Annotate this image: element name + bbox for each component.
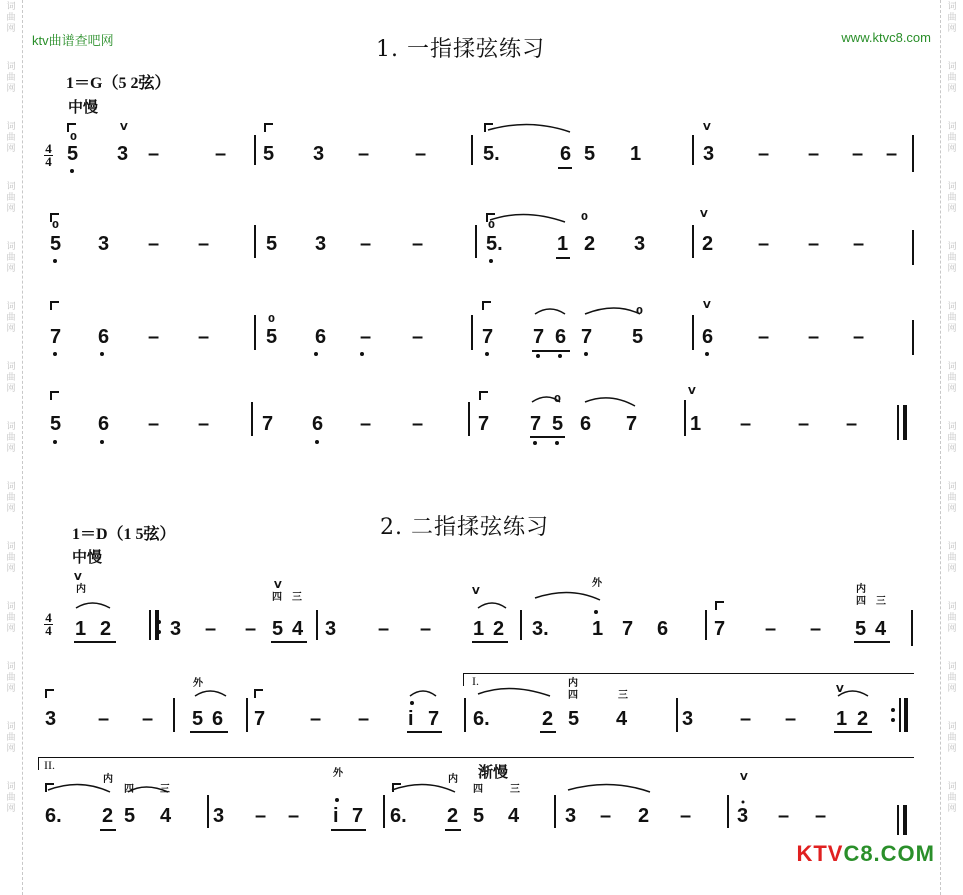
svg-text:四: 四 [473, 784, 483, 795]
watermark-glyph: 词 [6, 662, 16, 672]
svg-text:1: 1 [630, 143, 642, 165]
svg-text:3: 3 [117, 143, 129, 165]
svg-text:–: – [765, 618, 777, 640]
watermark-glyph: 曲 [6, 13, 16, 23]
watermark-glyph: 曲 [6, 193, 16, 203]
svg-text:3: 3 [45, 708, 57, 730]
watermark-glyph: 网 [947, 804, 957, 814]
svg-text:V: V [274, 580, 282, 591]
svg-text:V: V [703, 122, 711, 133]
svg-text:四: 四 [124, 784, 134, 795]
site-url-right: www.ktvc8.com [841, 30, 931, 45]
svg-text:7: 7 [714, 618, 726, 640]
watermark-glyph: 网 [6, 264, 16, 274]
watermark-glyph: 词 [6, 782, 16, 792]
svg-text:5: 5 [266, 326, 278, 348]
svg-text:–: – [758, 326, 770, 348]
watermark-glyph: 网 [947, 624, 957, 634]
svg-text:5.: 5. [483, 143, 500, 165]
watermark-glyph: 网 [947, 264, 957, 274]
svg-text:3: 3 [213, 805, 225, 827]
svg-text:四: 四 [568, 690, 578, 701]
watermark-glyph: 网 [6, 624, 16, 634]
svg-text:–: – [358, 708, 370, 730]
svg-text:–: – [255, 805, 267, 827]
svg-text:V: V [740, 772, 748, 783]
watermark-glyph: 网 [6, 444, 16, 454]
watermark-glyph: 网 [6, 504, 16, 514]
svg-text:5: 5 [855, 618, 867, 640]
watermark-glyph: 曲 [6, 133, 16, 143]
svg-text:7: 7 [581, 326, 593, 348]
svg-text:7: 7 [50, 326, 62, 348]
svg-text:7: 7 [428, 708, 440, 730]
svg-text:6.: 6. [390, 805, 407, 827]
svg-text:–: – [148, 143, 160, 165]
svg-text:6: 6 [98, 413, 110, 435]
svg-text:1: 1 [836, 708, 848, 730]
svg-text:7: 7 [530, 413, 542, 435]
svg-text:2: 2 [447, 805, 459, 827]
svg-text:外: 外 [333, 768, 343, 779]
svg-text:7: 7 [478, 413, 490, 435]
svg-text:–: – [358, 143, 370, 165]
svg-text:外: 外 [193, 678, 203, 689]
svg-text:7: 7 [262, 413, 274, 435]
watermark-glyph: 词 [6, 602, 16, 612]
watermark-glyph: 曲 [6, 373, 16, 383]
svg-text:7: 7 [626, 413, 638, 435]
svg-text:6: 6 [98, 326, 110, 348]
svg-text:–: – [360, 233, 372, 255]
watermark-glyph: 词 [6, 182, 16, 192]
svg-text:–: – [412, 413, 424, 435]
svg-text:5: 5 [192, 708, 204, 730]
svg-text:2: 2 [857, 708, 869, 730]
svg-text:5: 5 [552, 413, 564, 435]
svg-text:3: 3 [315, 233, 327, 255]
svg-text:–: – [808, 233, 820, 255]
watermark-glyph: 词 [947, 722, 957, 732]
svg-text:内: 内 [856, 584, 866, 595]
watermark-glyph: 网 [947, 384, 957, 394]
watermark-glyph: 曲 [947, 613, 957, 623]
svg-text:5: 5 [473, 805, 485, 827]
svg-text:–: – [846, 413, 858, 435]
svg-text:3: 3 [703, 143, 715, 165]
watermark-glyph: 词 [6, 542, 16, 552]
svg-text:5: 5 [584, 143, 596, 165]
left-watermark-strip [0, 0, 23, 895]
right-watermark-strip [940, 0, 963, 895]
svg-text:4: 4 [508, 805, 520, 827]
svg-text:–: – [853, 326, 865, 348]
svg-text:–: – [758, 143, 770, 165]
watermark-glyph: 网 [6, 684, 16, 694]
svg-text:5: 5 [50, 413, 62, 435]
svg-text:–: – [310, 708, 322, 730]
svg-text:–: – [378, 618, 390, 640]
svg-text:–: – [785, 708, 797, 730]
watermark-glyph: 曲 [6, 253, 16, 263]
svg-text:3: 3 [98, 233, 110, 255]
watermark-glyph: 词 [947, 62, 957, 72]
volta-second-label: II. [44, 758, 55, 772]
svg-text:–: – [810, 618, 822, 640]
watermark-glyph: 曲 [6, 73, 16, 83]
svg-text:3: 3 [325, 618, 337, 640]
watermark-glyph: 网 [947, 564, 957, 574]
exercise1-time-signature: 4 4 [45, 141, 52, 169]
svg-text:–: – [98, 708, 110, 730]
svg-text:3: 3 [634, 233, 646, 255]
watermark-glyph: 曲 [947, 313, 957, 323]
watermark-glyph: 词 [947, 602, 957, 612]
svg-text:5: 5 [272, 618, 284, 640]
svg-text:1: 1 [75, 618, 87, 640]
svg-text:内: 内 [568, 678, 578, 689]
svg-text:–: – [815, 805, 827, 827]
svg-text:2: 2 [638, 805, 650, 827]
svg-text:–: – [808, 143, 820, 165]
watermark-glyph: 词 [947, 362, 957, 372]
watermark-glyph: 网 [6, 804, 16, 814]
svg-text:–: – [412, 326, 424, 348]
exercise1-key-signature: 1＝G（5 2弦） [66, 75, 171, 92]
watermark-glyph: 网 [947, 144, 957, 154]
svg-text:7: 7 [254, 708, 266, 730]
watermark-glyph: 曲 [947, 253, 957, 263]
svg-text:四: 四 [856, 596, 866, 607]
svg-text:1: 1 [473, 618, 485, 640]
svg-text:V: V [472, 586, 480, 597]
watermark-glyph: 词 [6, 722, 16, 732]
svg-text:–: – [412, 233, 424, 255]
watermark-glyph: 网 [6, 84, 16, 94]
svg-text:内: 内 [103, 774, 113, 785]
watermark-glyph: 网 [947, 744, 957, 754]
watermark-glyph: 曲 [6, 433, 16, 443]
svg-text:2: 2 [702, 233, 714, 255]
svg-text:–: – [415, 143, 427, 165]
svg-text:V: V [120, 122, 128, 133]
svg-text:–: – [740, 708, 752, 730]
watermark-glyph: 曲 [947, 733, 957, 743]
watermark-glyph: 词 [947, 782, 957, 792]
watermark-glyph: 词 [6, 62, 16, 72]
svg-text:2: 2 [100, 618, 112, 640]
svg-text:5: 5 [67, 143, 79, 165]
exercise2-notation [40, 570, 930, 850]
svg-text:3: 3 [737, 805, 749, 827]
svg-text:6: 6 [315, 326, 327, 348]
watermark-glyph: 曲 [947, 373, 957, 383]
svg-text:5: 5 [632, 326, 644, 348]
watermark-glyph: 网 [6, 204, 16, 214]
svg-text:4: 4 [616, 708, 628, 730]
volta-first-label: I. [472, 674, 479, 688]
watermark-glyph: 词 [6, 482, 16, 492]
watermark-glyph: 曲 [947, 493, 957, 503]
exercise1-title: 1. 一指揉弦练习 [376, 37, 545, 62]
watermark-glyph: 词 [6, 362, 16, 372]
svg-text:三: 三 [510, 784, 520, 795]
exercise2-key-signature: 1＝D（1 5弦） [72, 526, 176, 543]
svg-text:–: – [360, 413, 372, 435]
svg-text:7: 7 [533, 326, 545, 348]
svg-text:–: – [798, 413, 810, 435]
svg-text:外: 外 [592, 578, 602, 589]
watermark-glyph: 曲 [6, 313, 16, 323]
watermark-glyph: 网 [6, 24, 16, 34]
watermark-glyph: 曲 [6, 553, 16, 563]
watermark-glyph: 词 [947, 662, 957, 672]
svg-text:6: 6 [657, 618, 669, 640]
svg-text:5: 5 [266, 233, 278, 255]
watermark-glyph: 曲 [947, 673, 957, 683]
svg-text:–: – [740, 413, 752, 435]
site-logo: KTVC8.COM [796, 841, 935, 866]
svg-text:V: V [836, 684, 844, 695]
svg-text:三: 三 [292, 592, 302, 603]
ritardando-marking: 渐慢 [478, 763, 509, 781]
svg-text:1: 1 [690, 413, 702, 435]
svg-text:6: 6 [555, 326, 567, 348]
svg-text:4: 4 [875, 618, 887, 640]
svg-text:–: – [198, 413, 210, 435]
svg-text:V: V [74, 572, 82, 583]
svg-text:6: 6 [212, 708, 224, 730]
svg-text:–: – [360, 326, 372, 348]
svg-text:三: 三 [876, 596, 886, 607]
svg-text:–: – [420, 618, 432, 640]
watermark-glyph: 曲 [947, 793, 957, 803]
watermark-glyph: 网 [947, 324, 957, 334]
watermark-glyph: 网 [947, 204, 957, 214]
svg-text:–: – [853, 233, 865, 255]
watermark-glyph: 网 [6, 744, 16, 754]
svg-text:0: 0 [70, 132, 77, 143]
watermark-glyph: 词 [6, 2, 16, 12]
svg-text:i: i [408, 708, 414, 730]
watermark-glyph: 曲 [947, 433, 957, 443]
svg-text:–: – [148, 233, 160, 255]
svg-text:0: 0 [554, 394, 561, 405]
svg-text:1: 1 [557, 233, 569, 255]
svg-text:i: i [333, 805, 339, 827]
svg-text:V: V [700, 209, 708, 220]
watermark-glyph: 网 [6, 564, 16, 574]
svg-text:4: 4 [292, 618, 304, 640]
svg-text:–: – [198, 233, 210, 255]
svg-text:5: 5 [124, 805, 136, 827]
watermark-glyph: 词 [6, 122, 16, 132]
svg-text:0: 0 [488, 220, 495, 231]
svg-text:6.: 6. [45, 805, 62, 827]
watermark-glyph: 曲 [6, 733, 16, 743]
svg-text:三: 三 [160, 784, 170, 795]
watermark-glyph: 词 [6, 242, 16, 252]
watermark-glyph: 曲 [947, 193, 957, 203]
watermark-glyph: 曲 [947, 553, 957, 563]
watermark-glyph: 曲 [6, 613, 16, 623]
svg-text:–: – [680, 805, 692, 827]
watermark-glyph: 网 [947, 684, 957, 694]
svg-text:–: – [148, 326, 160, 348]
svg-text:–: – [245, 618, 257, 640]
watermark-glyph: 网 [947, 444, 957, 454]
svg-text:6: 6 [560, 143, 572, 165]
watermark-glyph: 网 [947, 504, 957, 514]
svg-text:2: 2 [584, 233, 596, 255]
watermark-glyph: 词 [6, 302, 16, 312]
svg-text:7: 7 [482, 326, 494, 348]
watermark-glyph: 网 [947, 24, 957, 34]
watermark-glyph: 词 [6, 422, 16, 432]
svg-text:5: 5 [50, 233, 62, 255]
svg-text:–: – [852, 143, 864, 165]
svg-text:–: – [758, 233, 770, 255]
svg-text:4: 4 [160, 805, 172, 827]
watermark-glyph: 曲 [6, 493, 16, 503]
svg-text:–: – [886, 143, 898, 165]
exercise2-title: 2. 二指揉弦练习 [380, 515, 549, 540]
svg-text:5: 5 [263, 143, 275, 165]
svg-text:–: – [148, 413, 160, 435]
watermark-glyph: 词 [947, 122, 957, 132]
exercise2-tempo: 中慢 [72, 548, 103, 566]
svg-text:内: 内 [76, 584, 86, 595]
exercise2-time-signature: 4 4 [45, 610, 52, 638]
watermark-glyph: 网 [6, 144, 16, 154]
watermark-glyph: 词 [947, 542, 957, 552]
svg-text:–: – [215, 143, 227, 165]
svg-text:7: 7 [622, 618, 634, 640]
svg-text:2: 2 [493, 618, 505, 640]
svg-text:–: – [205, 618, 217, 640]
site-name-left: ktv曲谱查吧网 [32, 33, 114, 48]
watermark-glyph: 网 [6, 324, 16, 334]
svg-text:0: 0 [52, 220, 59, 231]
svg-text:V: V [688, 386, 696, 397]
watermark-glyph: 曲 [947, 73, 957, 83]
svg-text:–: – [142, 708, 154, 730]
svg-text:内: 内 [448, 774, 458, 785]
svg-text:3: 3 [170, 618, 182, 640]
exercise1-tempo: 中慢 [68, 98, 99, 116]
svg-text:3: 3 [565, 805, 577, 827]
svg-text:5: 5 [568, 708, 580, 730]
svg-text:–: – [288, 805, 300, 827]
svg-text:1: 1 [592, 618, 604, 640]
svg-text:0: 0 [581, 212, 588, 223]
watermark-glyph: 曲 [947, 133, 957, 143]
svg-text:6: 6 [580, 413, 592, 435]
watermark-glyph: 词 [947, 242, 957, 252]
svg-text:7: 7 [352, 805, 364, 827]
exercise1-notation [40, 110, 930, 460]
svg-text:6.: 6. [473, 708, 490, 730]
svg-text:–: – [198, 326, 210, 348]
svg-text:–: – [778, 805, 790, 827]
svg-text:V: V [703, 300, 711, 311]
svg-text:0: 0 [268, 314, 275, 325]
svg-text:2: 2 [102, 805, 114, 827]
watermark-glyph: 曲 [947, 13, 957, 23]
svg-text:四: 四 [272, 592, 282, 603]
watermark-glyph: 曲 [6, 793, 16, 803]
svg-text:6: 6 [312, 413, 324, 435]
watermark-glyph: 曲 [6, 673, 16, 683]
watermark-glyph: 网 [947, 84, 957, 94]
svg-text:三: 三 [618, 690, 628, 701]
svg-text:–: – [808, 326, 820, 348]
svg-text:–: – [600, 805, 612, 827]
svg-text:3: 3 [313, 143, 325, 165]
svg-text:0: 0 [636, 306, 643, 317]
svg-text:2: 2 [542, 708, 554, 730]
watermark-glyph: 词 [947, 482, 957, 492]
watermark-glyph: 网 [6, 384, 16, 394]
watermark-glyph: 词 [947, 182, 957, 192]
svg-text:5.: 5. [486, 233, 503, 255]
watermark-glyph: 词 [947, 422, 957, 432]
svg-text:3: 3 [682, 708, 694, 730]
watermark-glyph: 词 [947, 2, 957, 12]
svg-text:3.: 3. [532, 618, 549, 640]
svg-text:6: 6 [702, 326, 714, 348]
watermark-glyph: 词 [947, 302, 957, 312]
